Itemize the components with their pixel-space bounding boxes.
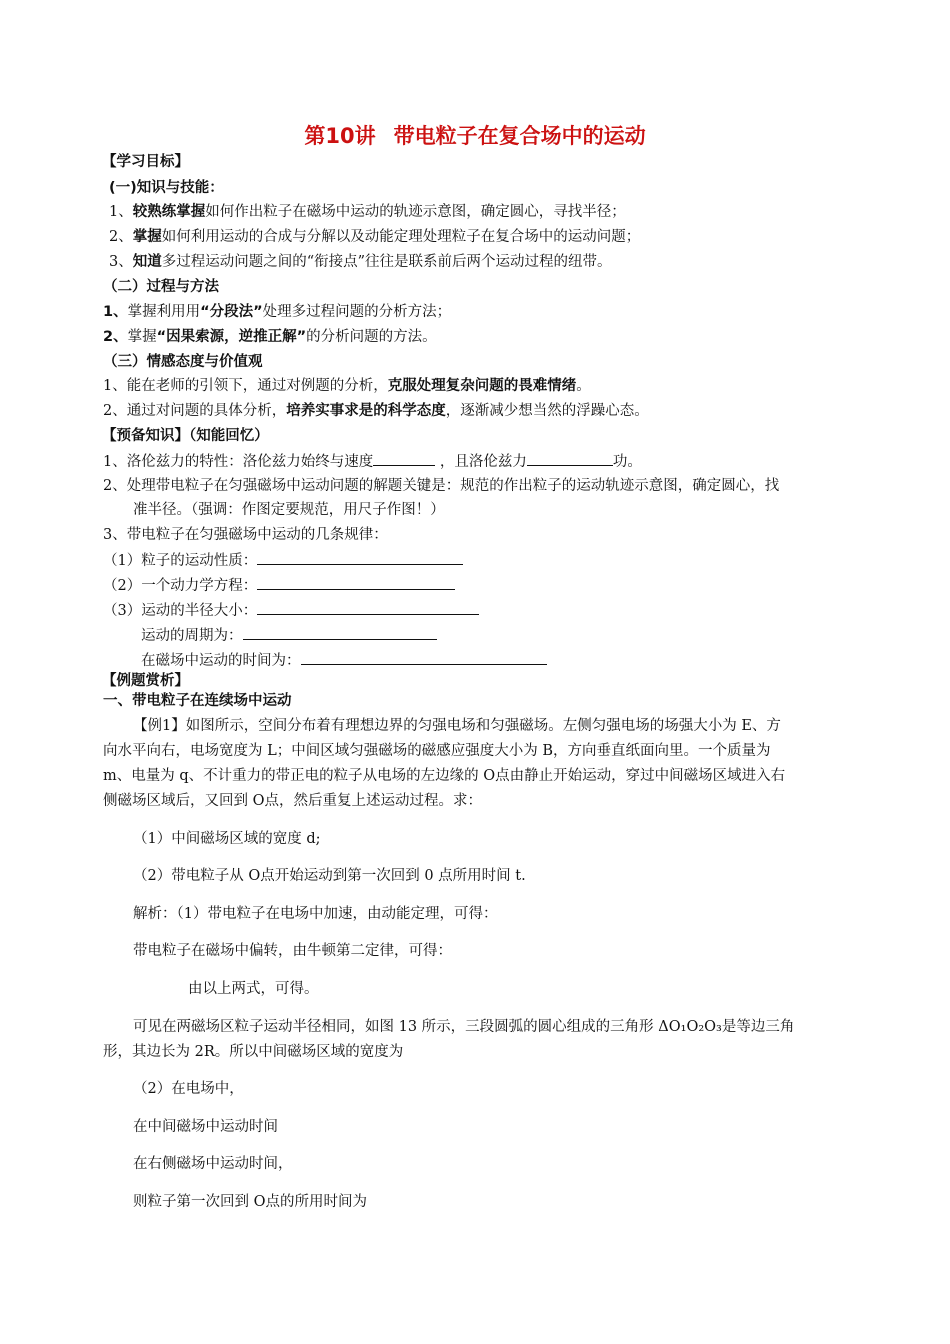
answer-blank [527,451,613,466]
example-1-line-2: 向水平向右，电场宽度为 L；中间区域匀强磁场的磁感应强度大小为 B，方向垂直纸面向里。一个质量为 [103,743,771,759]
lecture-topic: 带电粒子在复合场中的运动 [393,124,646,148]
example-1-question-1: （1）中间磁场区域的宽度 d; [133,831,321,847]
emotion-item-2: 2、通过对问题的具体分析，培养实事求是的科学态度，逐渐减少想当然的浮躁心态。 [103,403,649,419]
rule-2: （2）一个动力学方程： [103,575,455,596]
prep-question-3: 3、带电粒子在匀强磁场中运动的几条规律： [103,527,388,543]
solution-step-8: 则粒子第一次回到 O点的所用时间为 [133,1194,367,1210]
solution-step-4-line-1: 可见在两磁场区粒子运动半径相同，如图 13 所示，三段圆弧的圆心组成的三角形 ΔO₁O₂O₃是等边三角 [133,1019,795,1035]
example-1-line-1: 【例1】如图所示，空间分布着有理想边界的匀强电场和匀强磁场。左侧匀强电场的场强大小为 E、方 [133,718,781,734]
goals-heading: 【学习目标】 [102,154,189,170]
process-heading: （二）过程与方法 [103,279,219,295]
lecture-number: 第10讲 [304,124,376,148]
rule-4: 运动的周期为： [141,625,437,646]
process-item-2: 2、掌握“因果索源，逆推正解”的分析问题的方法。 [103,329,437,345]
knowledge-item-2: 2、掌握如何利用运动的合成与分解以及动能定理处理粒子在复合场中的运动问题； [109,229,641,245]
answer-blank [257,550,463,565]
emotion-heading: （三）情感态度与价值观 [103,354,263,370]
rule-5: 在磁场中运动的时间为： [141,650,547,671]
knowledge-heading: (一)知识与技能： [109,180,224,196]
prep-question-2-line-1: 2、处理带电粒子在匀强磁场中运动问题的解题关键是：规范的作出粒子的运动轨迹示意图，确定圆心，找 [103,478,780,494]
examples-heading: 【例题赏析】 [102,673,189,689]
prep-question-1: 1、洛伦兹力的特性：洛伦兹力始终与速度 ，且洛伦兹力 功。 [103,451,642,472]
answer-blank [243,625,437,640]
answer-blank [301,650,547,665]
rule-3: （3）运动的半径大小： [103,600,479,621]
answer-blank [257,575,455,590]
solution-step-4-line-2: 形，其边长为 2R。所以中间磁场区域的宽度为 [103,1044,404,1060]
solution-step-2: 带电粒子在磁场中偏转，由牛顿第二定律，可得： [133,943,452,959]
section-1-heading: 一、带电粒子在连续场中运动 [103,693,292,709]
prep-question-2-line-2: 准半径。（强调：作图定要规范，用尺子作图！） [133,502,445,518]
page-title [0,122,950,150]
solution-step-6: 在中间磁场中运动时间 [133,1119,278,1135]
solution-step-5: （2）在电场中， [133,1081,244,1097]
solution-step-1: 解析：（1）带电粒子在电场中加速，由动能定理，可得： [133,906,498,922]
answer-blank [257,600,479,615]
example-1-question-2: （2）带电粒子从 O点开始运动到第一次回到 0 点所用时间 t. [133,868,526,884]
prep-heading: 【预备知识】（知能回忆） [102,428,269,444]
solution-step-7: 在右侧磁场中运动时间， [133,1156,293,1172]
process-item-1: 1、掌握利用用“分段法”处理多过程问题的分析方法； [103,304,452,320]
knowledge-item-3: 3、知道多过程运动问题之间的“衔接点”往往是联系前后两个运动过程的纽带。 [109,254,612,270]
example-1-line-4: 侧磁场区域后，又回到 O点，然后重复上述运动过程。求： [103,793,482,809]
answer-blank [373,451,435,466]
emotion-item-1: 1、能在老师的引领下，通过对例题的分析，克服处理复杂问题的畏难情绪。 [103,378,591,394]
knowledge-item-1: 1、较熟练掌握如何作出粒子在磁场中运动的轨迹示意图，确定圆心，寻找半径； [109,204,626,220]
rule-1: （1）粒子的运动性质： [103,550,463,571]
example-1-line-3: m、电量为 q、不计重力的带正电的粒子从电场的左边缘的 O点由静止开始运动，穿过中间磁场区域进入右 [103,768,786,784]
solution-step-3: 由以上两式，可得。 [188,981,319,997]
